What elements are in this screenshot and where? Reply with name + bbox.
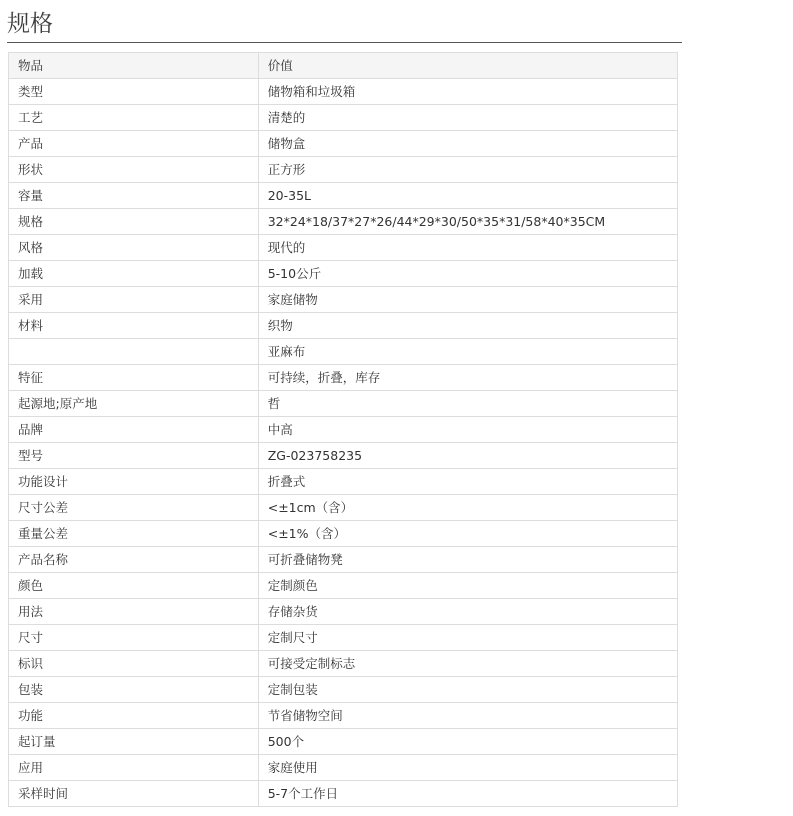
value-cell: 清楚的: [258, 105, 677, 131]
value-cell: 定制颜色: [258, 573, 677, 599]
table-row: [9, 235, 678, 261]
table-row: [9, 469, 678, 495]
value-cell: 亚麻布: [258, 339, 677, 365]
value-cell: 织物: [258, 313, 677, 339]
value-cell: 正方形: [258, 157, 677, 183]
value-cell: <±1%（含）: [258, 521, 677, 547]
table-row: [9, 105, 678, 131]
item-cell: 规格: [9, 209, 259, 235]
table-row: [9, 677, 678, 703]
value-cell: 定制尺寸: [258, 625, 677, 651]
table-row: [9, 521, 678, 547]
value-cell: 5-10公斤: [258, 261, 677, 287]
table-row: [9, 391, 678, 417]
value-cell: 32*24*18/37*27*26/44*29*30/50*35*31/58*40*35CM: [258, 209, 677, 235]
value-cell: ZG-023758235: [258, 443, 677, 469]
item-cell: 应用: [9, 755, 259, 781]
table-row: [9, 209, 678, 235]
table-row: [9, 625, 678, 651]
item-cell: 风格: [9, 235, 259, 261]
value-cell: 5-7个工作日: [258, 781, 677, 807]
value-cell: 可接受定制标志: [258, 651, 677, 677]
value-cell: <±1cm（含）: [258, 495, 677, 521]
item-cell: 用法: [9, 599, 259, 625]
value-cell: 定制包装: [258, 677, 677, 703]
table-row: [9, 781, 678, 807]
table-row: [9, 495, 678, 521]
value-cell: 中高: [258, 417, 677, 443]
table-row: [9, 651, 678, 677]
item-cell: 工艺: [9, 105, 259, 131]
value-cell: 现代的: [258, 235, 677, 261]
table-row: [9, 443, 678, 469]
table-row: [9, 573, 678, 599]
table-row: [9, 599, 678, 625]
item-cell: 加载: [9, 261, 259, 287]
item-cell: 形状: [9, 157, 259, 183]
value-cell: 家庭储物: [258, 287, 677, 313]
table-row: [9, 79, 678, 105]
item-cell: 产品名称: [9, 547, 259, 573]
header-item-cell: 物品: [9, 53, 259, 79]
table-row: [9, 365, 678, 391]
table-row: [9, 417, 678, 443]
value-cell: 可折叠储物凳: [258, 547, 677, 573]
value-cell: 存储杂货: [258, 599, 677, 625]
table-header-row: [9, 53, 678, 79]
table-row: [9, 339, 678, 365]
value-cell: 节省储物空间: [258, 703, 677, 729]
section-title: 规格: [7, 11, 53, 37]
item-cell: 起源地;原产地: [9, 391, 259, 417]
table-row: [9, 313, 678, 339]
value-cell: 500个: [258, 729, 677, 755]
item-cell: 尺寸公差: [9, 495, 259, 521]
item-cell: 标识: [9, 651, 259, 677]
value-cell: 储物箱和垃圾箱: [258, 79, 677, 105]
item-cell: 功能设计: [9, 469, 259, 495]
item-cell: 容量: [9, 183, 259, 209]
table-row: [9, 755, 678, 781]
item-cell: 重量公差: [9, 521, 259, 547]
value-cell: 折叠式: [258, 469, 677, 495]
item-cell: 采样时间: [9, 781, 259, 807]
item-cell: 采用: [9, 287, 259, 313]
table-row: [9, 547, 678, 573]
value-cell: 可持续，折叠，库存: [258, 365, 677, 391]
item-cell: 品牌: [9, 417, 259, 443]
table-row: [9, 261, 678, 287]
spec-table: [8, 52, 678, 807]
value-cell: 家庭使用: [258, 755, 677, 781]
item-cell: [9, 339, 259, 365]
item-cell: 包装: [9, 677, 259, 703]
item-cell: 类型: [9, 79, 259, 105]
table-row: [9, 183, 678, 209]
value-cell: 哲: [258, 391, 677, 417]
item-cell: 产品: [9, 131, 259, 157]
title-divider: [7, 42, 682, 43]
table-row: [9, 131, 678, 157]
value-cell: 20-35L: [258, 183, 677, 209]
item-cell: 尺寸: [9, 625, 259, 651]
item-cell: 型号: [9, 443, 259, 469]
item-cell: 特征: [9, 365, 259, 391]
item-cell: 材料: [9, 313, 259, 339]
header-value-cell: 价值: [258, 53, 677, 79]
table-row: [9, 729, 678, 755]
table-row: [9, 703, 678, 729]
table-row: [9, 157, 678, 183]
table-row: [9, 287, 678, 313]
item-cell: 功能: [9, 703, 259, 729]
value-cell: 储物盒: [258, 131, 677, 157]
item-cell: 起订量: [9, 729, 259, 755]
item-cell: 颜色: [9, 573, 259, 599]
